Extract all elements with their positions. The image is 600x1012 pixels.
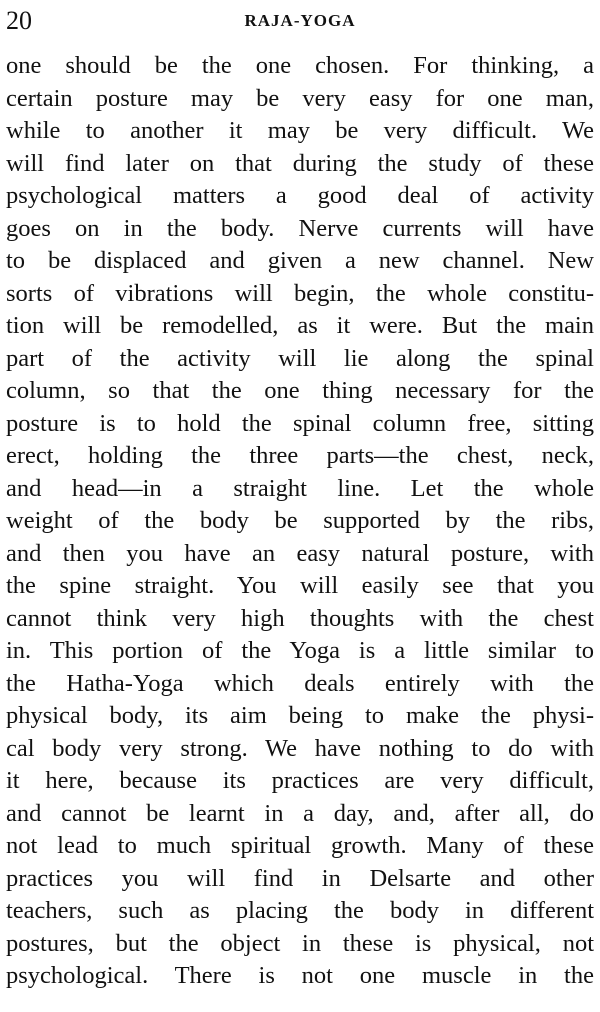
text-line: cal body very strong. We have nothing to do with bbox=[6, 734, 594, 762]
text-line: and then you have an easy natural posture, with bbox=[6, 539, 594, 567]
body-text bbox=[6, 50, 594, 993]
text-line: will find later on that during the study of these bbox=[6, 149, 594, 177]
text-line: one should be the one chosen. For thinking, a bbox=[6, 52, 594, 79]
text-line: it here, because its practices are very difficult, bbox=[6, 767, 594, 794]
text-line: while to another it may be very difficult. We bbox=[6, 117, 594, 144]
text-line: cannot think very high thoughts with the chest bbox=[6, 604, 594, 632]
text-line: teachers, such as placing the body in different bbox=[6, 897, 594, 924]
text-line: tion will be remodelled, as it were. But the main bbox=[6, 312, 594, 339]
text-line: the Hatha-Yoga which deals entirely with the bbox=[6, 669, 594, 697]
text-line: and cannot be learnt in a day, and, after all, do bbox=[6, 799, 594, 827]
text-line: erect, holding the three parts—the chest, neck, bbox=[6, 442, 594, 469]
running-head bbox=[6, 4, 594, 40]
text-line: in. This portion of the Yoga is a little similar to bbox=[6, 637, 594, 664]
text-line: sorts of vibrations will begin, the whole constitu- bbox=[6, 279, 594, 307]
text-line: column, so that the one thing necessary for the bbox=[6, 377, 594, 404]
text-line: the spine straight. You will easily see that you bbox=[6, 572, 594, 599]
running-title: RAJA-YOGA bbox=[244, 11, 356, 30]
text-line: weight of the body be supported by the ribs, bbox=[6, 507, 594, 534]
text-line: certain posture may be very easy for one man, bbox=[6, 84, 594, 112]
text-line: not lead to much spiritual growth. Many of these bbox=[6, 832, 594, 859]
text-line: postures, but the object in these is physical, not bbox=[6, 929, 594, 957]
text-line: psychological matters a good deal of activity bbox=[6, 182, 594, 209]
page-number: 20 bbox=[6, 6, 32, 35]
text-line: psychological. There is not one muscle in the bbox=[6, 962, 594, 989]
text-line: posture is to hold the spinal column free, sitting bbox=[6, 409, 594, 437]
text-line: physical body, its aim being to make the physi- bbox=[6, 702, 594, 729]
text-line: and head—in a straight line. Let the whole bbox=[6, 474, 594, 502]
text-line: part of the activity will lie along the spinal bbox=[6, 344, 594, 372]
text-line: goes on in the body. Nerve currents will have bbox=[6, 214, 594, 242]
text-line: practices you will find in Delsarte and other bbox=[6, 864, 594, 892]
text-line: to be displaced and given a new channel. New bbox=[6, 247, 594, 274]
